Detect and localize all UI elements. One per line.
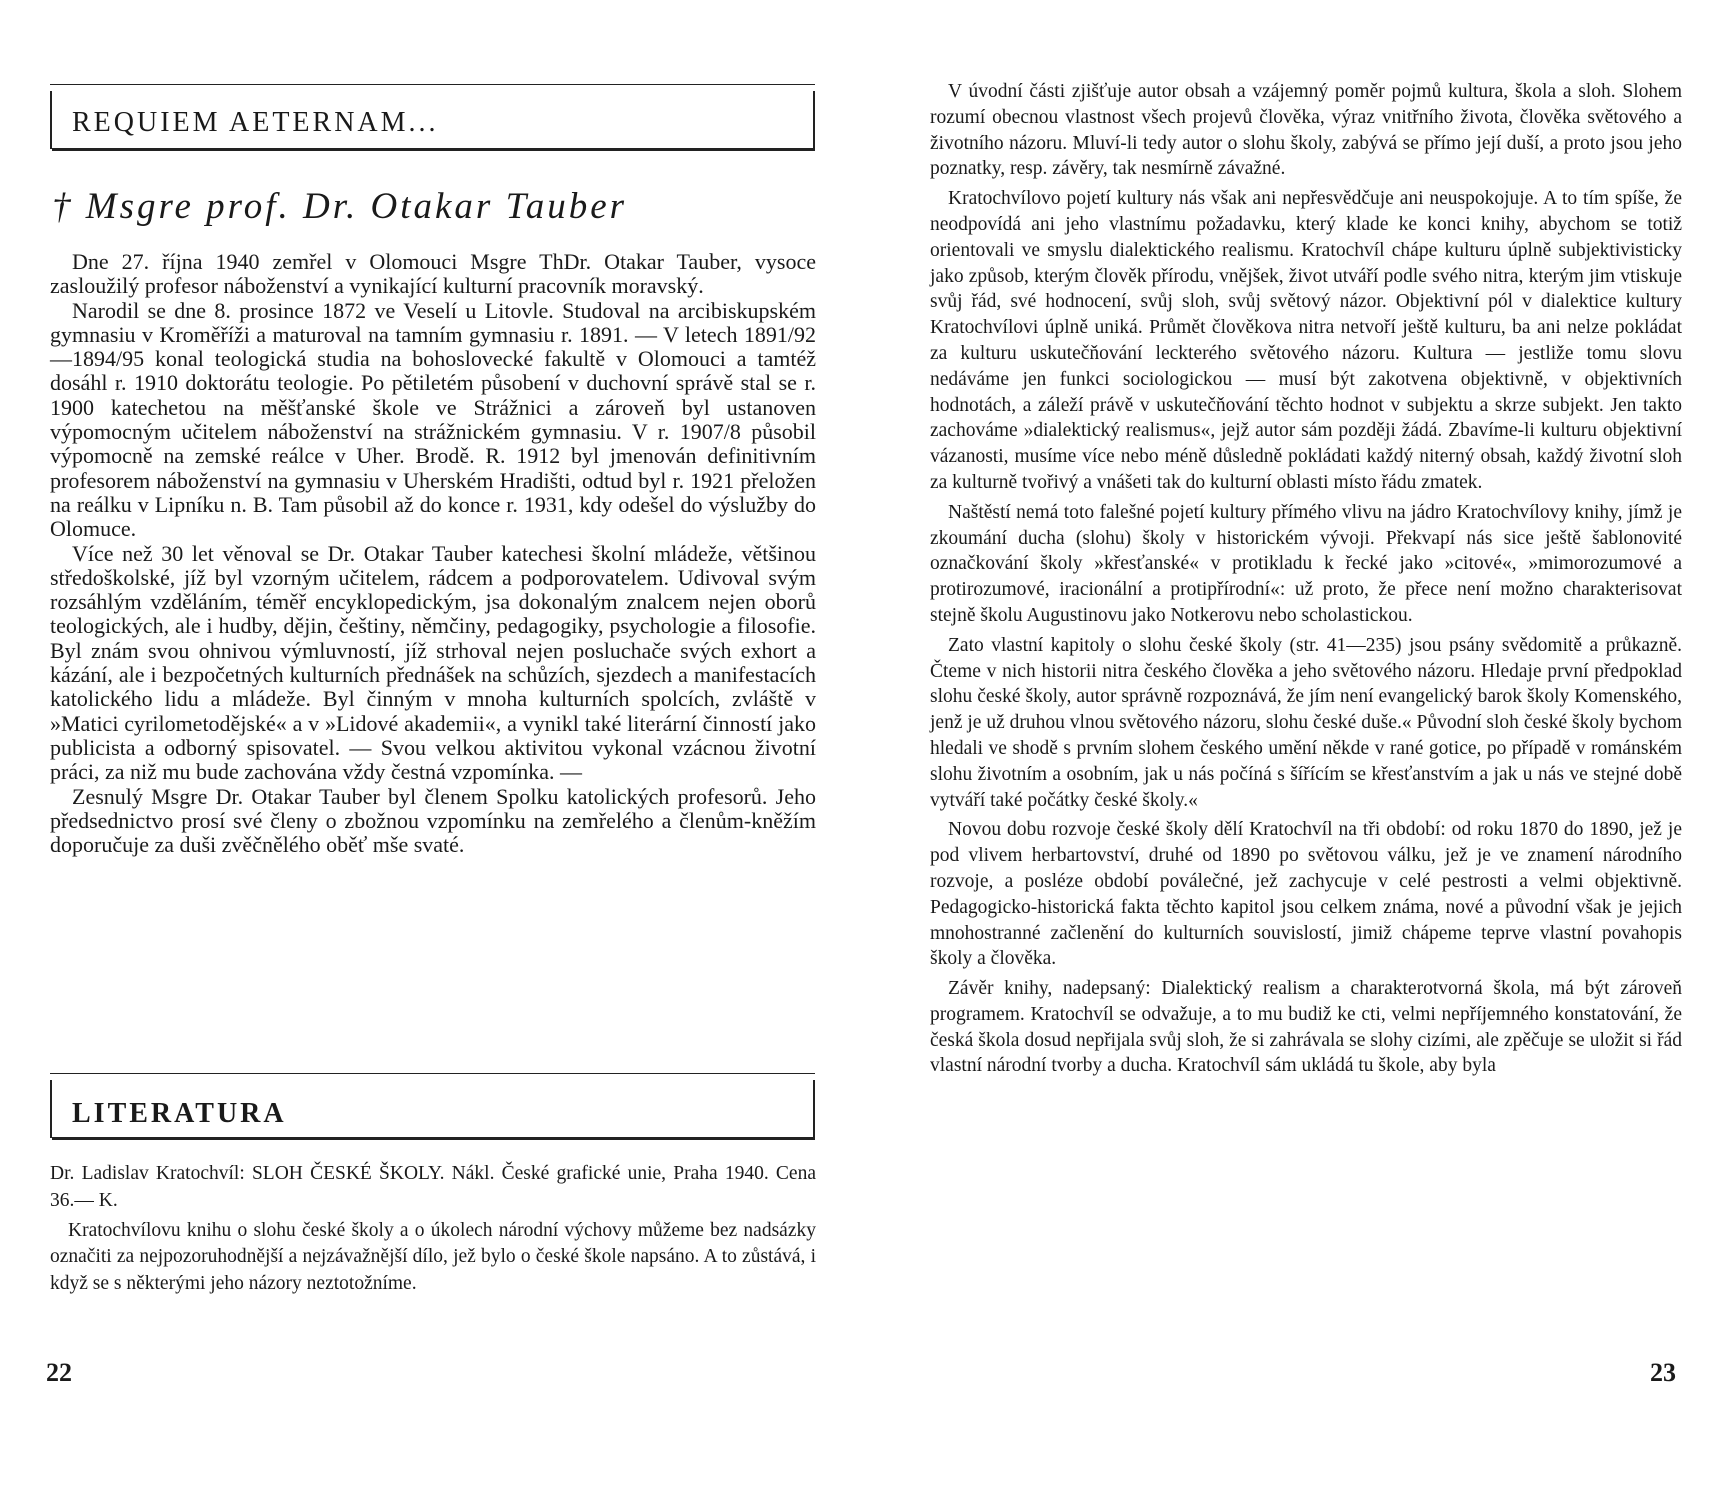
page-number-right: 23 <box>1650 1358 1676 1387</box>
section-title-requiem: REQUIEM AETERNAM... <box>72 107 439 138</box>
box-bottom-rule <box>52 148 815 151</box>
literature-header-box <box>50 1073 815 1140</box>
literature-body-right <box>930 79 1682 1083</box>
box-right-rule <box>813 91 815 149</box>
review-paragraph: Naštěstí nemá toto falešné pojetí kultury přímého vlivu na jádro Kratochvílovy knihy, jímž je zkoumání ducha (slohu) školy v historickém vývoji. Překvapí nás sice ještě šablonovité označkování školy »křesťanské« v protikladu k řecké jako »citové«, »mimorozumové a protirozumové, iracionální a protipřírodní«: už proto, že přece není možno charakterisovat stejně školu Augustinovu jako Notkerovu nebo scholastickou. <box>930 501 1682 626</box>
obituary-paragraph: Dne 27. října 1940 zemřel v Olomouci Msgre ThDr. Otakar Tauber, vysoce zasloužilý profesor náboženství a vynikající kulturní pracovník moravský. <box>50 249 816 299</box>
review-paragraph: Novou dobu rozvoje české školy dělí Kratochvíl na tři období: od roku 1870 do 1890, jež je pod vlivem herbartovství, druhé od 1890 po světovou válku, jež je ve znamení národního rozvoje, a posléze období poválečné, jež zachycuje v celé pestrosti a velmi objektivně. Pedagogicko-historická fakta těchto kapitol jsou celkem známa, nové a původní však je jejich mnohostranné začlenění do kulturních souvislostí, jimiž chápeme teprve vlastní povahopis školy a člověka. <box>930 819 1682 970</box>
review-paragraph: Závěr knihy, nadepsaný: Dialektický realism a charakterotvorná škola, má být zároveň programem. Kratochvíl se odvažuje, a to mu budiž ke cti, velmi nepříjemného konstatování, že česká škola dosud nepřijala svůj sloh, že si zahrávala se slohy cizími, ale zpěčuje se uložit si řád vlastní národní tvorby a ducha. Kratochvíl sám ukládá tu škole, aby byla <box>930 978 1682 1077</box>
obituary-paragraph: Narodil se dne 8. prosince 1872 ve Veselí u Litovle. Studoval na arcibiskupském gymnasiu v Kroměříži a maturoval na tamním gymnasiu r. 1891. — V letech 1891/92—1894/95 konal teologická studia na bohoslovecké fakultě v Olomouci a tamtéž dosáhl r. 1910 doktorátu teologie. Po pětiletém působení v duchovní správě stal se r. 1900 katechetou na měšťanské škole ve Strážnici a zároveň byl ustanoven výpomocným učitelem náboženství na strážnickém gymnasiu. V r. 1907/8 působil výpomocně na zemské reálce v Uher. Brodě. R. 1912 byl jmenován definitivním profesorem náboženství na gymnasiu v Uherském Hradišti, odtud byl r. 1921 přeložen na reálku v Lipníku n. B. Tam působil až do konce r. 1931, kdy odešel do výslužby do Olomuce. <box>50 297 816 542</box>
box-left-rule <box>50 1080 52 1138</box>
requiem-header-box <box>50 84 815 151</box>
obituary-paragraph: Zesnulý Msgre Dr. Otakar Tauber byl členem Spolku katolických profesorů. Jeho předsednictvo prosí své členy o zbožnou vzpomínku na zemřelého a členům-kněžím doporučuje za duši zvěčnělého oběť mše svaté. <box>50 783 816 858</box>
box-left-rule <box>50 91 52 149</box>
review-paragraph: Kratochvílovu knihu o slohu české školy a o úkolech národní výchovy můžeme bez nadsázky označiti za nejpozoruhodnější a nejzávažnější dílo, jež bylo o české škole napsáno. A to zůstává, i když se s některými jeho názory neztotožníme. <box>50 1219 816 1295</box>
box-right-rule <box>813 1080 815 1138</box>
book-reference: Dr. Ladislav Kratochvíl: SLOH ČESKÉ ŠKOLY. Nákl. České grafické unie, Praha 1940. Cena 36.— K. <box>50 1163 816 1211</box>
page-number-left: 22 <box>46 1358 72 1387</box>
obituary-paragraph: Více než 30 let věnoval se Dr. Otakar Tauber katechesi školní mládeže, většinou středoškolské, jíž byl vzorným učitelem, rádcem a podporovatelem. Udivoval svým rozsáhlým vzděláním, téměř encyklopedickým, jsa dokonalým znalcem nejen oborů teologických, ale i hudby, dějin, češtiny, němčiny, pedagogiky, psychologie a filosofie. Byl znám svou ohnivou výmluvností, jíž strhoval nejen posluchače svých exhort a kázání, ale i bezpočetných kulturních přednášek na schůzích, sjezdech a manifestacích katolického lidu a mládeže. Byl činným v mnoha kulturních spolcích, zvláště v »Matici cyrilometodějské« a v »Lidové akademii«, a vynikl také literární činností jako publicista a odborný spisovatel. — Svou velkou aktivitou vykonal vzácnou životní práci, za niž mu bude zachována vždy čestná vzpomínka. — <box>50 540 816 785</box>
review-paragraph: Kratochvílovo pojetí kultury nás však ani nepřesvědčuje ani neuspokojuje. A to tím spíše, že neodpovídá ani jeho vlastnímu požadavku, který klade ke konci knihy, abychom se totiž orientovali ve smyslu dialektického realismu. Kratochvíl chápe kulturu úplně subjektivisticky jako způsob, kterým člověk přírodu, vnějšek, život utváří podle svého nitra, kterým jim vtiskuje svůj řád, své hodnocení, svůj sloh, svůj světový názor. Objektivní pól v dialektice kultury Kratochvílovi úplně uniká. Průmět člověkova nitra netvoří ještě kulturu, ba ani nelze pokládat za kulturu uskutečňování leckterého světového názoru. Kultura — jestliže tomu slovu nedáváme jen funkci sociologickou — musí být zakotvena objektivně, v objektivních hodnotách, a záleží právě v uskutečňování těchto hodnot v subjektu a skrze subjekt. Jen takto zachováme »dialektický realismus«, jejž autor sám později žádá. Zbavíme-li kulturu objektivní vázanosti, musíme více nebo méně důsledně pokládati každý niterný obsah, každý životní sloh za kulturně tvořivý a vnášeti tak do kulturní oblasti místo řádu zmatek. <box>930 188 1682 493</box>
literature-body-left <box>50 1161 816 1301</box>
obituary-title: † Msgre prof. Dr. Otakar Tauber <box>52 186 628 227</box>
review-paragraph: V úvodní části zjišťuje autor obsah a vzájemný poměr pojmů kultura, škola a sloh. Slohem rozumí obecnou vlastnost všech projevů člověka, výraz vnitřního života, člověka světového a životního názoru. Mluví-li tedy autor o slohu školy, zabývá se přímo její duší, a proto jsou jeho poznatky, resp. závěry, tak nesmírně závažné. <box>930 81 1682 180</box>
obituary-body <box>50 250 816 857</box>
section-title-literature: LITERATURA <box>72 1098 287 1129</box>
box-bottom-rule <box>52 1137 815 1140</box>
review-paragraph: Zato vlastní kapitoly o slohu české školy (str. 41—235) jsou psány svědomitě a průkazně. Čteme v nich historii nitra českého člověka a jeho světového názoru. Hledaje první předpoklad slohu české školy, autor správně rozpoznává, že jím není evangelický barok školy Komenského, jenž je už druhou vlnou světového názoru, slohu české duše.« Původní sloh české školy bychom hledali ve shodě s prvním slohem českého umění někde v rané gotice, po případě v románském slohu životním a osobním, jak u nás počíná s šířícím se křesťanstvím a jak u nás ve stejné době vytváří také počátky české školy.« <box>930 634 1682 811</box>
